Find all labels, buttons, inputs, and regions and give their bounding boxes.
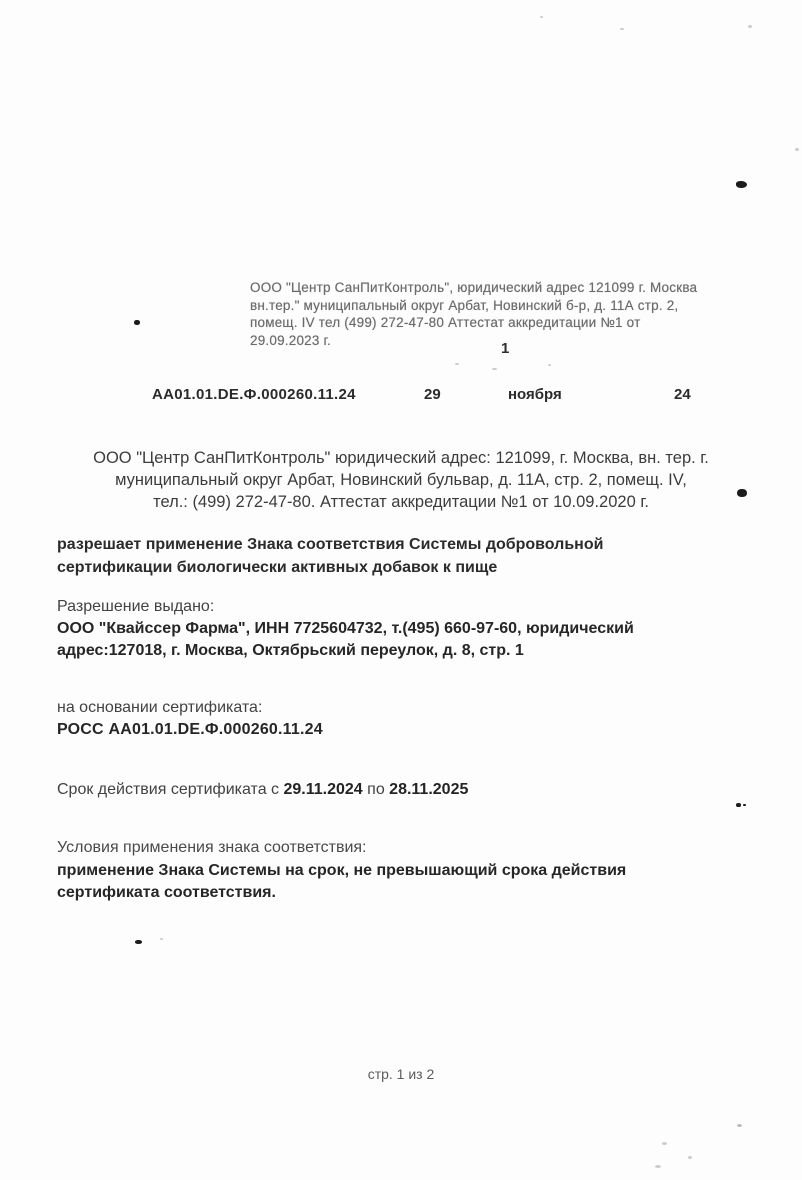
issuer-line: ООО "Центр СанПитКонтроль" юридический адрес: 121099, г. Москва, вн. тер. г. bbox=[93, 449, 709, 467]
issuer-organisation-paragraph bbox=[40, 447, 762, 513]
scan-artifact bbox=[748, 25, 752, 28]
scan-artifact bbox=[160, 938, 163, 940]
note-line: вн.тер." муниципальный округ Арбат, Новинский б-р, д. 11А стр. 2, bbox=[250, 297, 679, 313]
scan-artifact bbox=[736, 803, 741, 807]
validity-date-from: 29.11.2024 bbox=[283, 781, 363, 798]
scan-artifact bbox=[737, 489, 747, 497]
scan-artifact bbox=[737, 1124, 742, 1127]
issued-to-line: адрес:127018, г. Москва, Октябрьский переулок, д. 8, стр. 1 bbox=[57, 642, 524, 659]
conditions-line: сертификата соответствия. bbox=[57, 884, 276, 901]
certification-body-note bbox=[250, 279, 740, 349]
scan-artifact bbox=[492, 368, 497, 370]
scan-artifact bbox=[736, 181, 747, 188]
scan-artifact bbox=[540, 16, 543, 18]
scan-artifact bbox=[135, 940, 142, 944]
permission-line: сертификации биологически активных добавок к пище bbox=[57, 558, 498, 576]
validity-connector: по bbox=[367, 781, 385, 798]
issued-to-line: ООО "Квайссер Фарма", ИНН 7725604732, т.(495) 660-97-60, юридический bbox=[57, 620, 634, 637]
note-line: 29.09.2023 г. bbox=[250, 332, 331, 348]
validity-date-to: 28.11.2025 bbox=[389, 781, 469, 798]
issued-to-label: Разрешение выдано: bbox=[57, 598, 215, 615]
note-line: ООО "Центр СанПитКонтроль", юридический адрес 121099 г. Москва bbox=[250, 280, 698, 295]
scan-artifact bbox=[620, 28, 624, 30]
conditions-value bbox=[57, 860, 747, 905]
scan-artifact bbox=[548, 364, 551, 366]
conditions-line: применение Знака Системы на срок, не превышающий срока действия bbox=[57, 861, 627, 879]
basis-label: на основании сертификата: bbox=[57, 699, 263, 716]
basis-certificate-block bbox=[57, 697, 747, 741]
scan-artifact bbox=[455, 363, 459, 365]
validity-prefix: Срок действия сертификата с bbox=[57, 781, 280, 798]
page-indicator: стр. 1 из 2 bbox=[367, 1066, 435, 1082]
issue-month: ноября bbox=[508, 386, 562, 403]
conditions-block bbox=[57, 837, 747, 905]
basis-certificate-number: РОСС АА01.01.DE.Ф.000260.11.24 bbox=[57, 721, 323, 738]
issued-to-value bbox=[57, 618, 747, 662]
issued-to-block bbox=[57, 596, 747, 662]
issuer-line: муниципальный округ Арбат, Новинский бульвар, д. 11А, стр. 2, помещ. IV, bbox=[115, 471, 687, 489]
page-number-marker: 1 bbox=[501, 340, 510, 357]
permit-registration-number: АА01.01.DE.Ф.000260.11.24 bbox=[152, 386, 356, 403]
permission-line: разрешает применение Знака соответствия Системы добровольной bbox=[57, 536, 604, 553]
issue-day: 29 bbox=[424, 386, 441, 403]
registration-row bbox=[0, 386, 802, 406]
issue-year: 24 bbox=[674, 386, 691, 403]
scan-artifact bbox=[662, 1142, 667, 1145]
permission-statement bbox=[57, 534, 747, 579]
scan-artifact bbox=[688, 1156, 692, 1159]
scan-artifact bbox=[795, 148, 799, 151]
scan-artifact bbox=[655, 1165, 661, 1168]
note-line: помещ. IV тел (499) 272-47-80 Аттестат аккредитации №1 от bbox=[250, 315, 641, 330]
conditions-label: Условия применения знака соответствия: bbox=[57, 839, 367, 856]
issuer-line: тел.: (499) 272-47-80. Аттестат аккредитации №1 от 10.09.2020 г. bbox=[153, 493, 649, 511]
validity-period-line bbox=[57, 781, 747, 799]
scan-artifact bbox=[134, 320, 140, 325]
